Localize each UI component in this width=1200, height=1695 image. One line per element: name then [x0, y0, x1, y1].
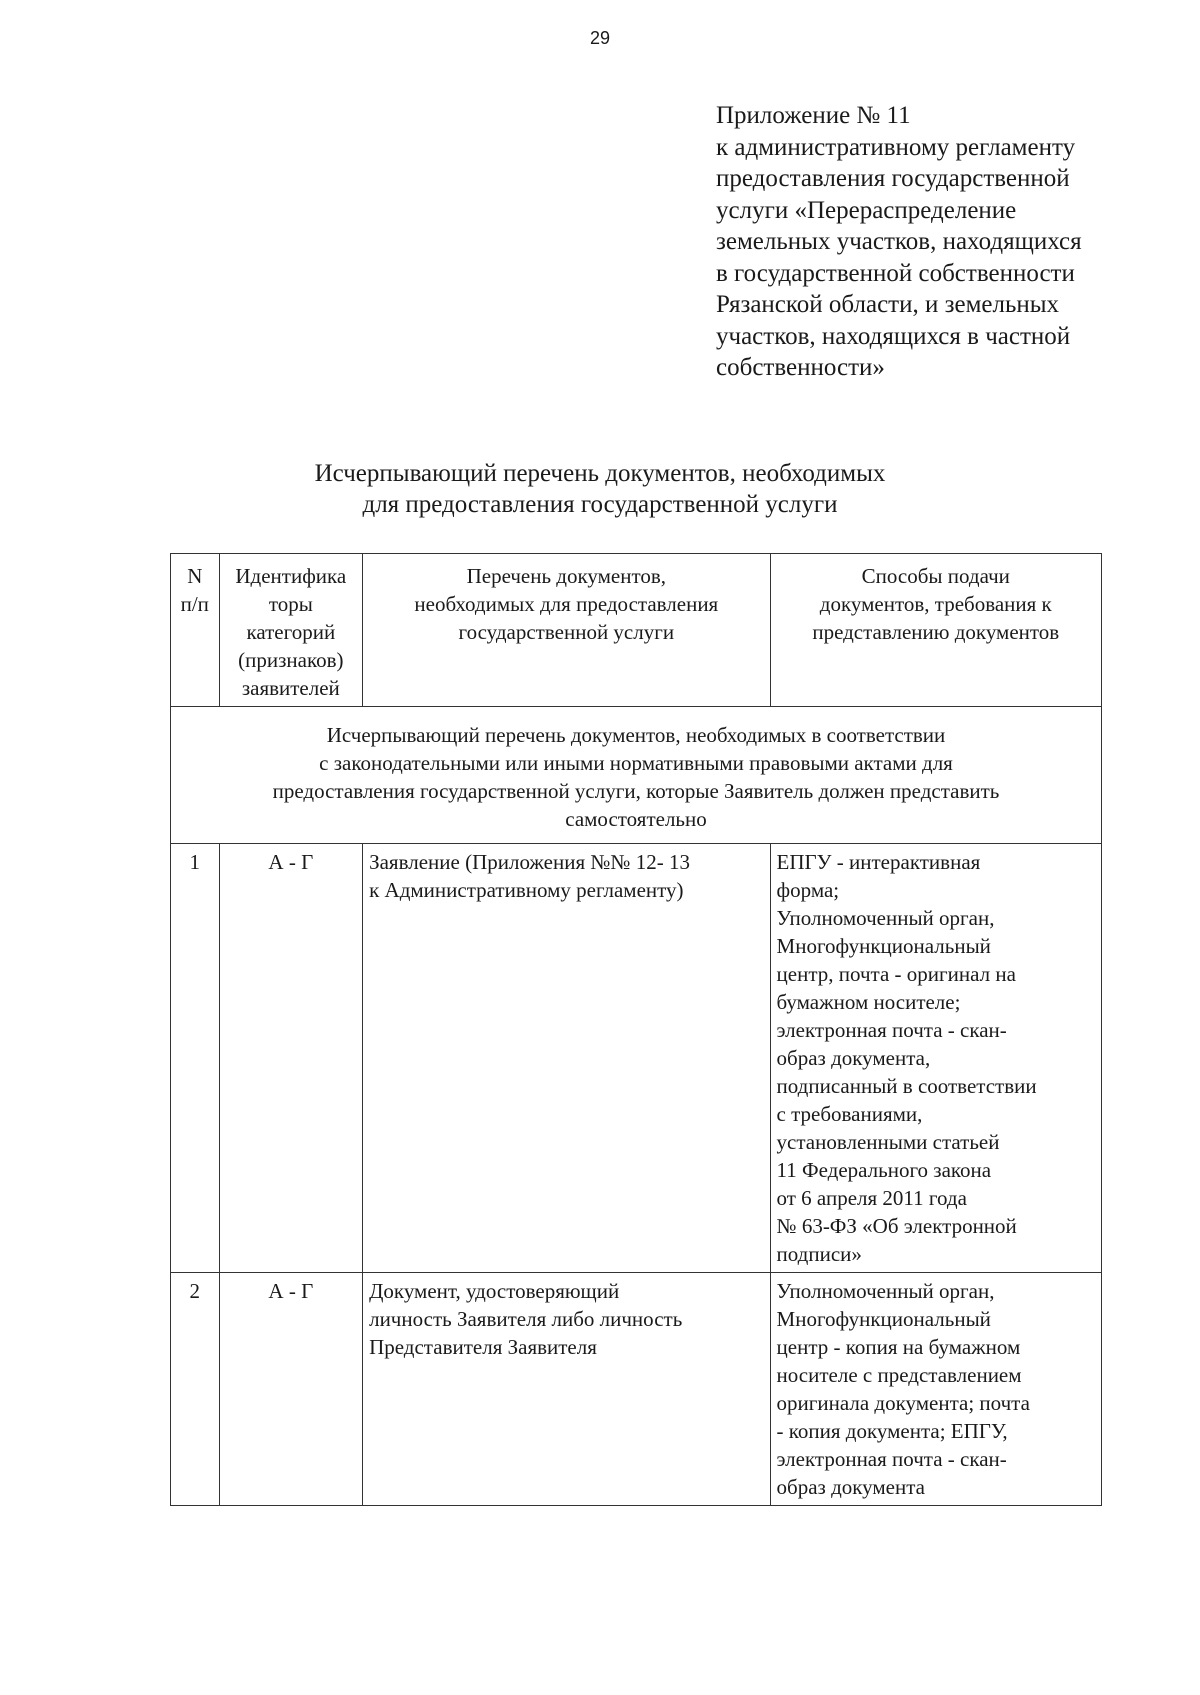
appendix-line: земельных участков, находящихся	[716, 228, 1082, 255]
cell-line: Уполномоченный орган,	[776, 906, 995, 930]
section-line: предоставления государственной услуги, которые Заявитель должен представить	[272, 779, 1000, 803]
section-line: самостоятельно	[565, 807, 707, 831]
appendix-header	[716, 100, 1136, 384]
header-text: необходимых для предоставления	[414, 592, 719, 616]
cell-line: 11 Федерального закона	[776, 1158, 992, 1182]
row-number: 2	[171, 1273, 220, 1506]
cell-line: Уполномоченный орган,	[776, 1279, 995, 1303]
row-number: 1	[171, 844, 220, 1273]
header-num	[171, 554, 220, 707]
row-document	[363, 844, 770, 1273]
header-text: документов, требования к	[819, 592, 1052, 616]
header-document-list	[363, 554, 770, 707]
row-identifiers: А - Г	[219, 844, 363, 1273]
table-row	[171, 844, 1102, 1273]
cell-line: носителе с представлением	[776, 1363, 1022, 1387]
cell-line: электронная почта - скан-	[776, 1018, 1007, 1042]
appendix-line: участков, находящихся в частной	[716, 322, 1071, 350]
header-identifiers	[219, 554, 363, 707]
header-submission-ways	[770, 554, 1101, 707]
title-line: Исчерпывающий перечень документов, необходимых	[314, 460, 886, 487]
cell-line: установленными статьей	[776, 1130, 1000, 1154]
header-text: Способы подачи	[861, 564, 1010, 588]
row-identifiers: А - Г	[219, 1273, 363, 1506]
cell-line: центр - копия на бумажном	[776, 1335, 1021, 1359]
cell-line: центр, почта - оригинал на	[776, 962, 1016, 986]
appendix-line: к административному регламенту	[716, 133, 1076, 161]
cell-line: Многофункциональный	[776, 1307, 991, 1331]
cell-line: Документ, удостоверяющий	[369, 1279, 620, 1303]
cell-line: от 6 апреля 2011 года	[776, 1186, 967, 1210]
section-line: с законодательными или иными нормативными правовыми актами для	[319, 751, 953, 775]
section-row	[171, 707, 1102, 844]
cell-line: образ документа	[776, 1475, 925, 1499]
cell-line: оригинала документа; почта	[776, 1391, 1030, 1415]
row-submission-ways	[770, 844, 1101, 1273]
appendix-line: в государственной собственности	[716, 259, 1075, 287]
cell-line: подписи»	[776, 1242, 862, 1266]
header-text: представлению документов	[812, 620, 1060, 644]
section-line: Исчерпывающий перечень документов, необходимых в соответствии	[326, 723, 946, 747]
header-text: N	[187, 564, 203, 588]
cell-line: образ документа,	[776, 1046, 931, 1070]
cell-line: № 63-ФЗ «Об электронной	[776, 1214, 1017, 1238]
cell-line: с требованиями,	[776, 1102, 923, 1126]
documents-table	[170, 553, 1102, 1506]
header-text: Идентифика	[235, 564, 347, 588]
header-text: торы	[268, 592, 313, 616]
cell-line: к Административному регламенту)	[369, 878, 684, 902]
document-title	[0, 458, 1200, 520]
header-text: категорий	[246, 620, 336, 644]
appendix-line: собственности»	[716, 354, 885, 381]
appendix-line: Приложение № 11	[716, 102, 911, 129]
cell-line: форма;	[776, 878, 840, 902]
title-line: для предоставления государственной услуги	[362, 491, 838, 518]
cell-line: личность Заявителя либо личность	[369, 1307, 683, 1331]
cell-line: подписанный в соответствии	[776, 1074, 1037, 1098]
appendix-line: услуги «Перераспределение	[716, 196, 1017, 224]
cell-line: Заявление (Приложения №№ 12- 13	[369, 850, 690, 874]
cell-line: бумажном носителе;	[776, 990, 961, 1014]
header-text: (признаков)	[238, 648, 344, 672]
page-number: 29	[589, 28, 611, 48]
header-text: Перечень документов,	[466, 564, 667, 588]
table-row	[171, 1273, 1102, 1506]
header-text: заявителей	[241, 676, 340, 700]
cell-line: - копия документа; ЕПГУ,	[776, 1419, 1008, 1443]
section-heading	[171, 707, 1102, 844]
cell-line: Представителя Заявителя	[369, 1335, 597, 1359]
cell-line: Многофункциональный	[776, 934, 991, 958]
cell-line: ЕПГУ - интерактивная	[776, 850, 981, 874]
header-text: государственной услуги	[458, 620, 675, 644]
row-submission-ways	[770, 1273, 1101, 1506]
appendix-line: предоставления государственной	[716, 165, 1070, 192]
appendix-line: Рязанской области, и земельных	[716, 291, 1060, 318]
header-text: п/п	[180, 592, 209, 616]
row-document	[363, 1273, 770, 1506]
cell-line: электронная почта - скан-	[776, 1447, 1007, 1471]
table-header-row	[171, 554, 1102, 707]
